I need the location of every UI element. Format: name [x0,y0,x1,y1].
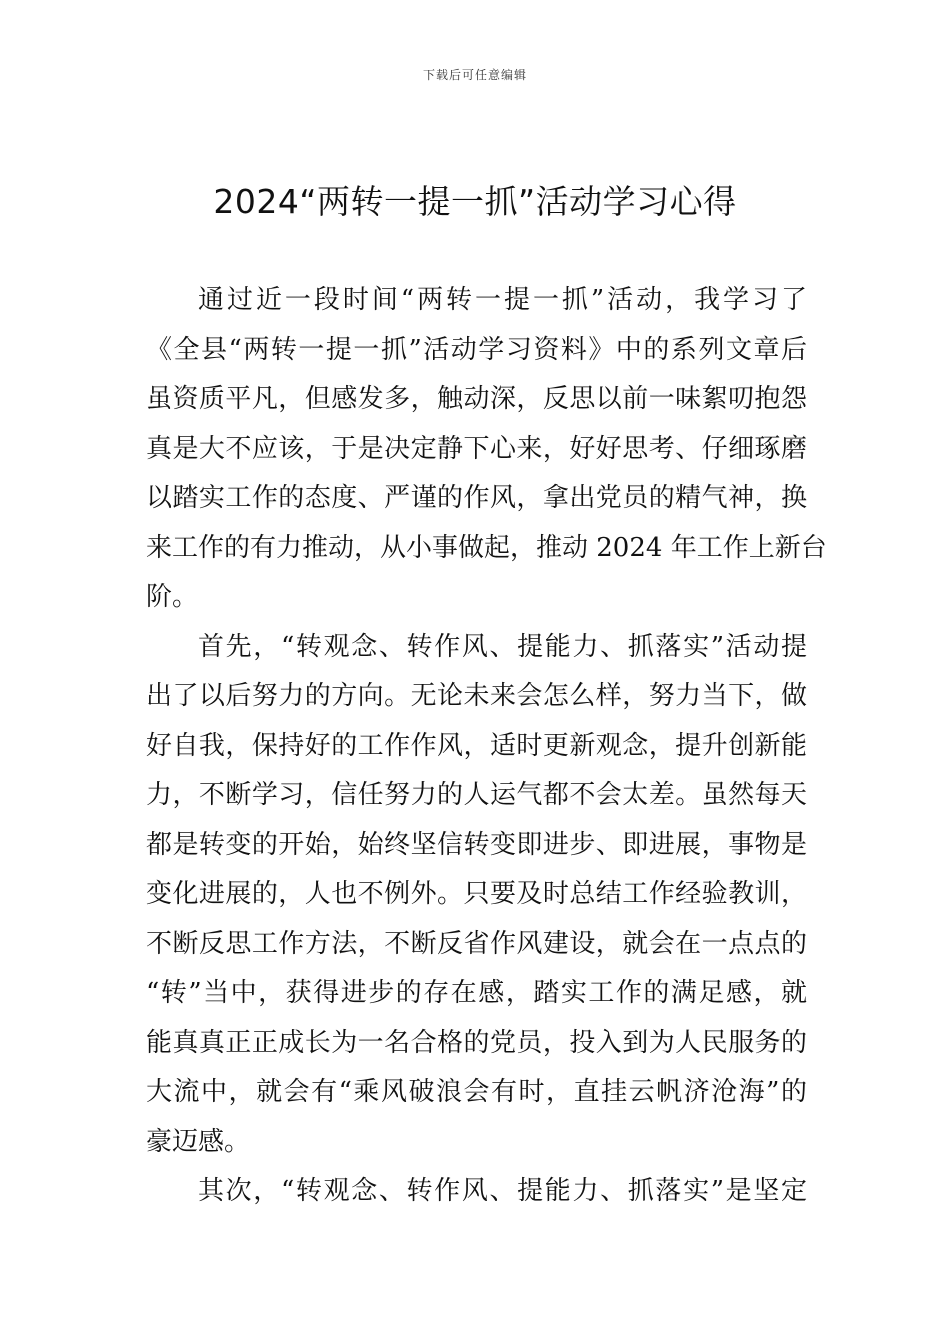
text-line: 力，不断学习，信任努力的人运气都不会太差。虽然每天 [146,780,807,810]
text-line: 出了以后努力的方向。无论未来会怎么样，努力当下，做 [146,681,807,711]
text-line: 虽资质平凡，但感发多，触动深，反思以前一味絮叨抱怨 [146,384,807,414]
text-line: 以踏实工作的态度、严谨的作风，拿出党员的精气神，换 [146,483,807,513]
text-line: 变化进展的，人也不例外。只要及时总结工作经验教训， [146,879,807,909]
text-line: 真是大不应该，于是决定静下心来，好好思考、仔细琢磨 [146,433,807,464]
text-line: 来工作的有力推动，从小事做起，推动 2024 年工作上新台 [146,532,827,563]
text-line: 通过近一段时间“两转一提一抓”活动，我学习了 [198,285,807,315]
text-line: 都是转变的开始，始终坚信转变即进步、即进展，事物是 [146,829,807,860]
text-line: 大流中，就会有“乘风破浪会有时，直挂云帆济沧海”的 [146,1077,807,1107]
paragraph-2 [146,623,807,1168]
paragraph-3 [146,1167,807,1217]
text-line: 不断反思工作方法，不断反省作风建设，就会在一点点的 [146,928,807,959]
text-line: 其次，“转观念、转作风、提能力、抓落实”是坚定 [198,1176,807,1206]
text-line: 能真真正正成长为一名合格的党员，投入到为人民服务的 [146,1027,807,1058]
text-line: 好自我，保持好的工作作风，适时更新观念，提升创新能 [146,730,807,761]
document-body [146,276,827,1217]
text-line: 首先，“转观念、转作风、提能力、抓落实”活动提 [198,631,807,662]
text-line: 阶。 [146,582,199,612]
text-line: 《全县“两转一提一抓”活动学习资料》中的系列文章后 [146,334,807,365]
header-note: 下载后可任意编辑 [422,68,527,82]
document-title: 2024“两转一提一抓”活动学习心得 [213,182,737,221]
text-line: 豪迈感。 [146,1126,251,1157]
paragraph-1 [146,276,827,623]
text-line: “转”当中，获得进步的存在感，踏实工作的满足感，就 [146,978,807,1008]
